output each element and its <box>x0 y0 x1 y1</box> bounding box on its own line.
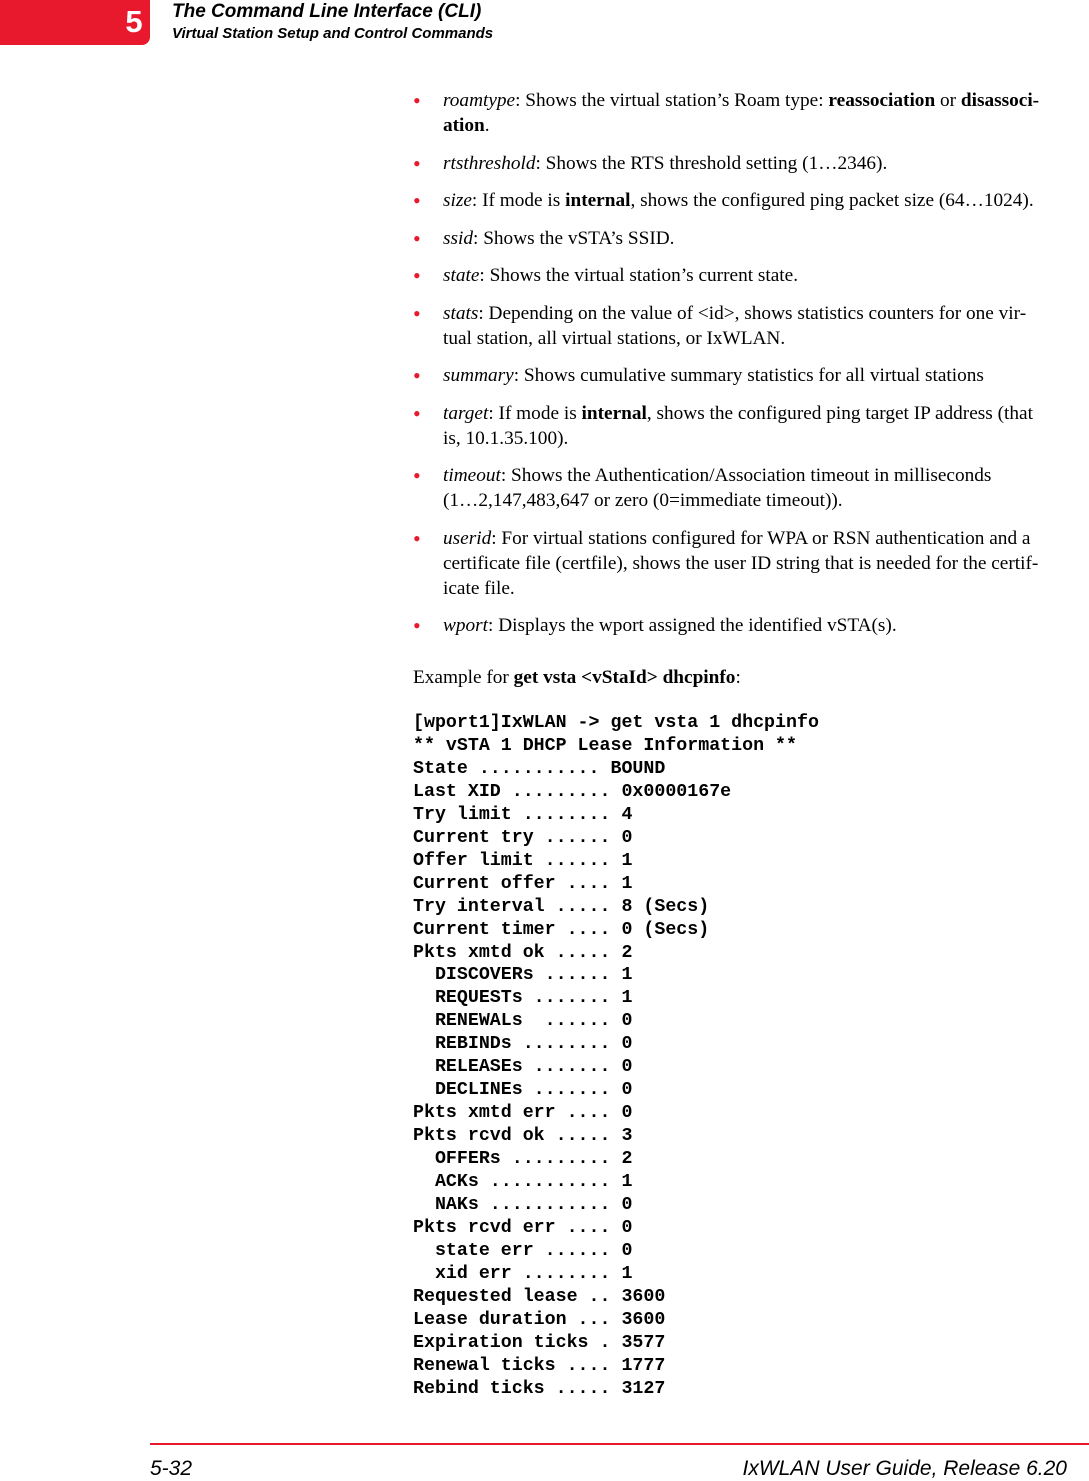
bullet-term: ssid <box>443 227 474 249</box>
code-line: Expiration ticks . 3577 <box>413 1332 666 1353</box>
example-prefix: Example for <box>413 667 514 688</box>
code-line: Current offer .... 1 <box>413 873 633 894</box>
code-line: NAKs ........... 0 <box>413 1195 633 1216</box>
bullet-dot-icon: • <box>413 263 421 288</box>
bullet-term: rtsthreshold <box>443 152 536 174</box>
bullet-item <box>413 88 1085 138</box>
bullet-dot-icon: • <box>413 363 421 388</box>
bullet-item <box>413 363 1085 388</box>
bullet-item <box>413 301 1085 351</box>
bullet-term: summary <box>443 365 514 386</box>
bullet-dot-icon: • <box>413 525 421 551</box>
document-title: IxWLAN User Guide, Release 6.20 <box>742 1457 1067 1480</box>
code-line: Pkts rcvd ok ..... 3 <box>413 1126 633 1147</box>
bullet-text: : Shows the virtual station’s current state. <box>479 265 799 286</box>
code-line: Lease duration ... 3600 <box>413 1309 666 1330</box>
bullet-text: tual station, all virtual stations, or IxWLAN. <box>443 327 786 349</box>
code-line: [wport1]IxWLAN -> get vsta 1 dhcpinfo <box>413 713 819 733</box>
code-line: REBINDs ........ 0 <box>413 1034 633 1055</box>
code-line: ** vSTA 1 DHCP Lease Information ** <box>413 735 797 756</box>
bullet-dot-icon: • <box>413 188 421 213</box>
bullet-text: : If mode is <box>471 190 566 211</box>
bullet-item <box>413 151 1085 176</box>
example-caption <box>413 665 741 690</box>
bullet-text: : Shows the virtual station’s Roam type: <box>515 90 829 111</box>
code-line: Try interval ..... 8 (Secs) <box>413 896 710 917</box>
bullet-dot-icon: • <box>413 150 421 176</box>
bullet-text: or <box>935 90 961 111</box>
bullet-item <box>413 263 1085 288</box>
bullet-text: : Depending on the value of <id>, shows statistics counters for one vir- <box>478 302 1027 324</box>
bullet-dot-icon: • <box>413 300 421 326</box>
code-line: REQUESTs ....... 1 <box>413 988 633 1009</box>
code-line: Renewal ticks .... 1777 <box>413 1355 666 1376</box>
bullet-emphasis: reassociation <box>828 90 936 111</box>
code-line: Current try ...... 0 <box>413 827 633 848</box>
bullet-emphasis: internal <box>565 190 631 211</box>
code-line: Current timer .... 0 (Secs) <box>413 919 710 940</box>
bullet-item <box>413 188 1085 213</box>
bullet-item <box>413 613 1085 638</box>
bullet-list <box>413 88 1085 651</box>
code-block <box>413 712 819 1401</box>
code-line: xid err ........ 1 <box>413 1263 633 1284</box>
bullet-dot-icon: • <box>413 613 421 638</box>
bullet-text: . <box>484 115 490 136</box>
bullet-text: : Shows the Authentication/Association timeout in milliseconds <box>500 465 992 486</box>
code-line: Try limit ........ 4 <box>413 804 633 825</box>
code-line: OFFERs ......... 2 <box>413 1149 633 1170</box>
bullet-text: : If mode is <box>488 402 582 424</box>
bullet-item <box>413 526 1085 601</box>
code-line: DECLINEs ....... 0 <box>413 1080 633 1101</box>
chapter-number: 5 <box>125 4 143 39</box>
code-line: Pkts rcvd err .... 0 <box>413 1217 633 1238</box>
bullet-item <box>413 226 1085 251</box>
code-line: Last XID ......... 0x0000167e <box>413 781 732 802</box>
bullet-text: icate file. <box>443 577 515 599</box>
bullet-text: : For virtual stations configured for WPA or RSN authentication and a <box>491 527 1031 549</box>
bullet-item <box>413 401 1085 451</box>
example-suffix: : <box>735 667 741 688</box>
code-line: RELEASEs ....... 0 <box>413 1057 633 1078</box>
bullet-dot-icon: • <box>413 463 421 488</box>
code-line: Pkts xmtd err .... 0 <box>413 1103 633 1124</box>
bullet-dot-icon: • <box>413 88 421 113</box>
bullet-term: target <box>443 402 489 424</box>
code-line: Offer limit ...... 1 <box>413 850 633 871</box>
page-subtitle: Virtual Station Setup and Control Commands <box>172 25 494 42</box>
code-line: Pkts xmtd ok ..... 2 <box>413 942 633 963</box>
bullet-term: state <box>443 265 480 286</box>
bullet-dot-icon: • <box>413 400 421 426</box>
bullet-item <box>413 463 1085 513</box>
bullet-text: is, 10.1.35.100). <box>443 427 569 449</box>
bullet-dot-icon: • <box>413 225 421 251</box>
bullet-term: wport <box>443 615 489 636</box>
bullet-emphasis: disassoci- <box>960 90 1040 111</box>
code-line: RENEWALs ...... 0 <box>413 1011 633 1032</box>
page-number: 5-32 <box>150 1457 193 1480</box>
bullet-term: userid <box>443 527 492 549</box>
example-command: get vsta <vStaId> dhcpinfo <box>513 667 736 688</box>
code-line: ACKs ........... 1 <box>413 1172 633 1193</box>
code-line: state err ...... 0 <box>413 1240 633 1261</box>
bullet-text: : Shows the vSTA’s SSID. <box>473 227 675 249</box>
bullet-emphasis: internal <box>581 402 647 424</box>
bullet-term: size <box>443 190 472 211</box>
code-line: Requested lease .. 3600 <box>413 1286 666 1307</box>
page-title: The Command Line Interface (CLI) <box>172 1 482 22</box>
bullet-term: stats <box>443 302 479 324</box>
bullet-term: timeout <box>443 465 501 486</box>
bullet-text: : Shows the RTS threshold setting (1…2346). <box>535 152 888 174</box>
bullet-text: : Displays the wport assigned the identified vSTA(s). <box>488 615 897 636</box>
bullet-text: , shows the configured ping target IP address (that <box>646 402 1033 424</box>
bullet-term: roamtype <box>443 90 516 111</box>
bullet-text: certificate file (certfile), shows the user ID string that is needed for the certif- <box>443 552 1039 574</box>
bullet-text: : Shows cumulative summary statistics for all virtual stations <box>513 365 984 386</box>
bullet-text: , shows the configured ping packet size (64…1024). <box>630 190 1034 211</box>
footer-divider <box>150 1443 1089 1445</box>
code-line: Rebind ticks ..... 3127 <box>413 1378 666 1399</box>
code-line: DISCOVERs ...... 1 <box>413 965 633 986</box>
bullet-emphasis: ation <box>443 115 485 136</box>
bullet-text: (1…2,147,483,647 or zero (0=immediate timeout)). <box>443 490 843 511</box>
code-line: State ........... BOUND <box>413 758 666 779</box>
